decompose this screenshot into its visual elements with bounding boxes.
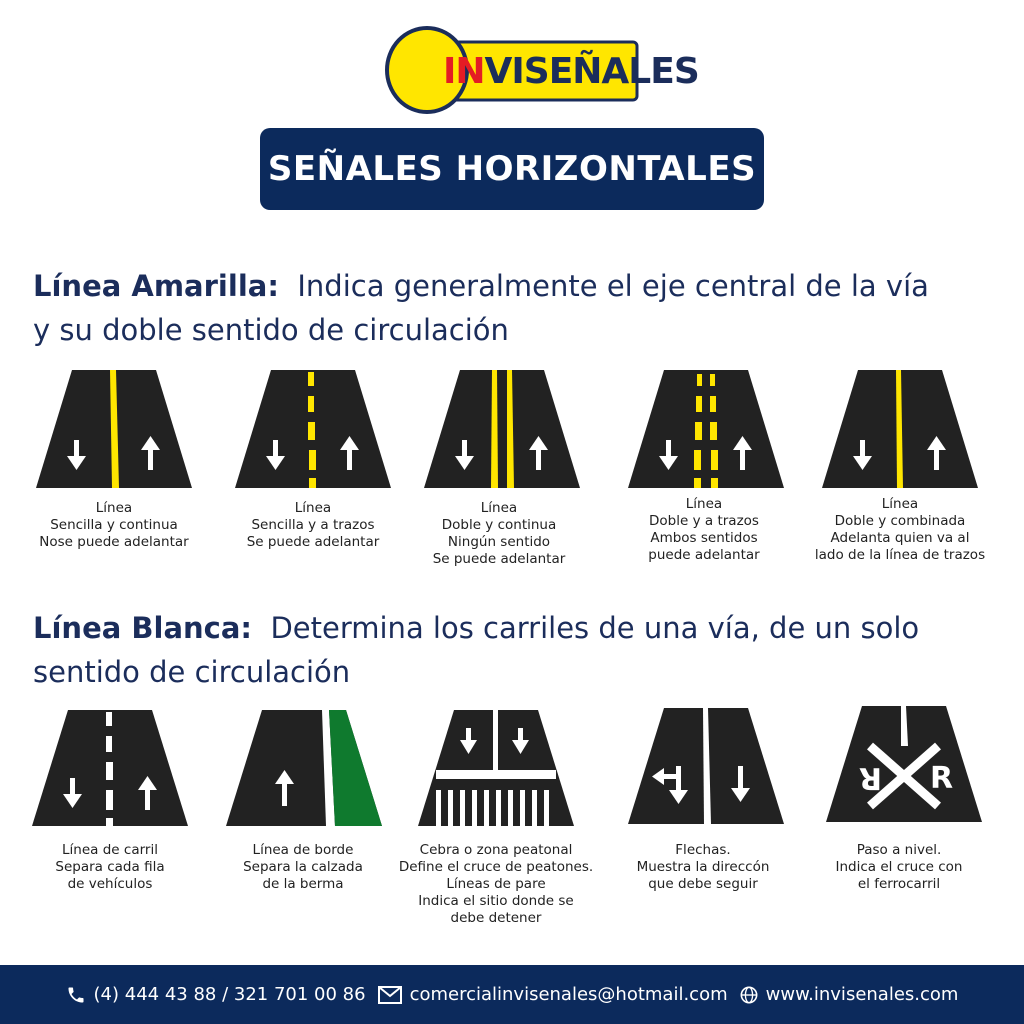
svg-text:R: R [930, 761, 954, 796]
footer-email[interactable] [378, 984, 728, 1005]
sign-yellow-double-continuous [424, 370, 580, 488]
svg-text:R: R [858, 760, 882, 795]
globe-icon [740, 986, 758, 1004]
footer-contact-bar [0, 965, 1024, 1024]
email-icon [378, 986, 402, 1004]
sign-yellow-single-dashed [235, 370, 391, 488]
brand-logo [381, 24, 699, 120]
yellow-section-heading: Línea Amarilla: Indica generalmente el eje central de la vía y su doble sentido de circulación [33, 269, 929, 347]
caption-yellow-3: Línea Doble y continua Ningún sentido Se puede adelantar [432, 500, 566, 567]
phone-icon [66, 985, 86, 1005]
logo-text: INVISEÑALES [443, 51, 699, 92]
caption-white-3: Cebra o zona peatonal Define el cruce de peatones. Líneas de pare Indica el sitio donde se debe detener [398, 842, 594, 926]
sign-yellow-single-continuous [36, 370, 192, 488]
sign-yellow-double-dashed [628, 370, 784, 488]
footer-website[interactable] [740, 984, 959, 1005]
caption-white-1: Línea de carril Separa cada fila de vehículos [55, 842, 165, 892]
caption-yellow-1: Línea Sencilla y continua Nose puede adelantar [39, 500, 189, 550]
phone-text: (4) 444 43 88 / 321 701 00 86 [93, 984, 366, 1005]
caption-yellow-4: Línea Doble y a trazos Ambos sentidos puede adelantar [648, 496, 760, 563]
sign-white-crosswalk [418, 710, 574, 826]
website-text: www.invisenales.com [765, 984, 959, 1005]
caption-white-2: Línea de borde Separa la calzada de la berma [243, 842, 363, 892]
white-section-heading: Línea Blanca: Determina los carriles de una vía, de un solo sentido de circulación [33, 611, 920, 689]
sign-yellow-double-combined [822, 370, 978, 488]
footer-phone[interactable] [66, 984, 366, 1005]
email-text: comercialinvisenales@hotmail.com [409, 984, 728, 1005]
sign-white-edge-line [226, 710, 382, 826]
caption-yellow-5: Línea Doble y combinada Adelanta quien va al lado de la línea de trazos [814, 496, 986, 563]
sign-white-railroad-crossing [826, 706, 982, 822]
sign-white-lane-line [32, 710, 188, 826]
title-banner [260, 128, 764, 210]
page-title: SEÑALES HORIZONTALES [267, 149, 757, 189]
sign-white-arrows [628, 708, 784, 824]
caption-yellow-2: Línea Sencilla y a trazos Se puede adelantar [246, 500, 380, 550]
caption-white-5: Paso a nivel. Indica el cruce con el ferrocarril [835, 842, 963, 892]
caption-white-4: Flechas. Muestra la direccón que debe seguir [636, 842, 770, 892]
